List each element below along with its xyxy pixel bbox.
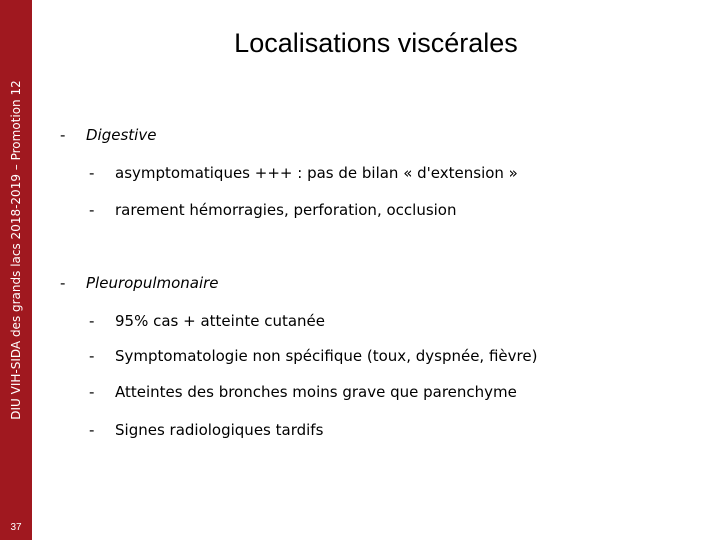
sidebar bbox=[0, 0, 32, 540]
dash-marker: - bbox=[89, 312, 95, 330]
section-heading-pleuropulmonaire bbox=[60, 274, 219, 292]
list-item-text: Signes radiologiques tardifs bbox=[115, 421, 324, 439]
list-item-text: Symptomatologie non spécifique (toux, dyspnée, fièvre) bbox=[115, 347, 538, 365]
dash-marker: - bbox=[89, 164, 95, 182]
list-item bbox=[89, 347, 537, 365]
section-heading-digestive bbox=[60, 126, 156, 144]
section-heading-label: Pleuropulmonaire bbox=[86, 274, 219, 292]
dash-marker: - bbox=[89, 383, 95, 401]
sidebar-vertical-text: DIU VIH-SIDA des grands lacs 2018-2019 – Promotion 12 bbox=[9, 80, 23, 420]
list-item bbox=[89, 421, 323, 439]
list-item-text: 95% cas + atteinte cutanée bbox=[115, 312, 325, 330]
list-item-text: Atteintes des bronches moins grave que parenchyme bbox=[115, 383, 517, 401]
dash-marker: - bbox=[60, 274, 66, 292]
slide-title: Localisations viscérales bbox=[234, 28, 518, 58]
list-item-text: rarement hémorragies, perforation, occlusion bbox=[115, 201, 457, 219]
section-heading-label: Digestive bbox=[86, 126, 157, 144]
page-number: 37 bbox=[10, 522, 22, 533]
dash-marker: - bbox=[89, 201, 95, 219]
list-item-text: asymptomatiques +++ : pas de bilan « d'extension » bbox=[115, 164, 518, 182]
dash-marker: - bbox=[60, 126, 66, 144]
dash-marker: - bbox=[89, 421, 95, 439]
dash-marker: - bbox=[89, 347, 95, 365]
list-item bbox=[89, 201, 457, 219]
list-item bbox=[89, 164, 518, 182]
list-item bbox=[89, 383, 517, 401]
list-item bbox=[89, 312, 325, 330]
